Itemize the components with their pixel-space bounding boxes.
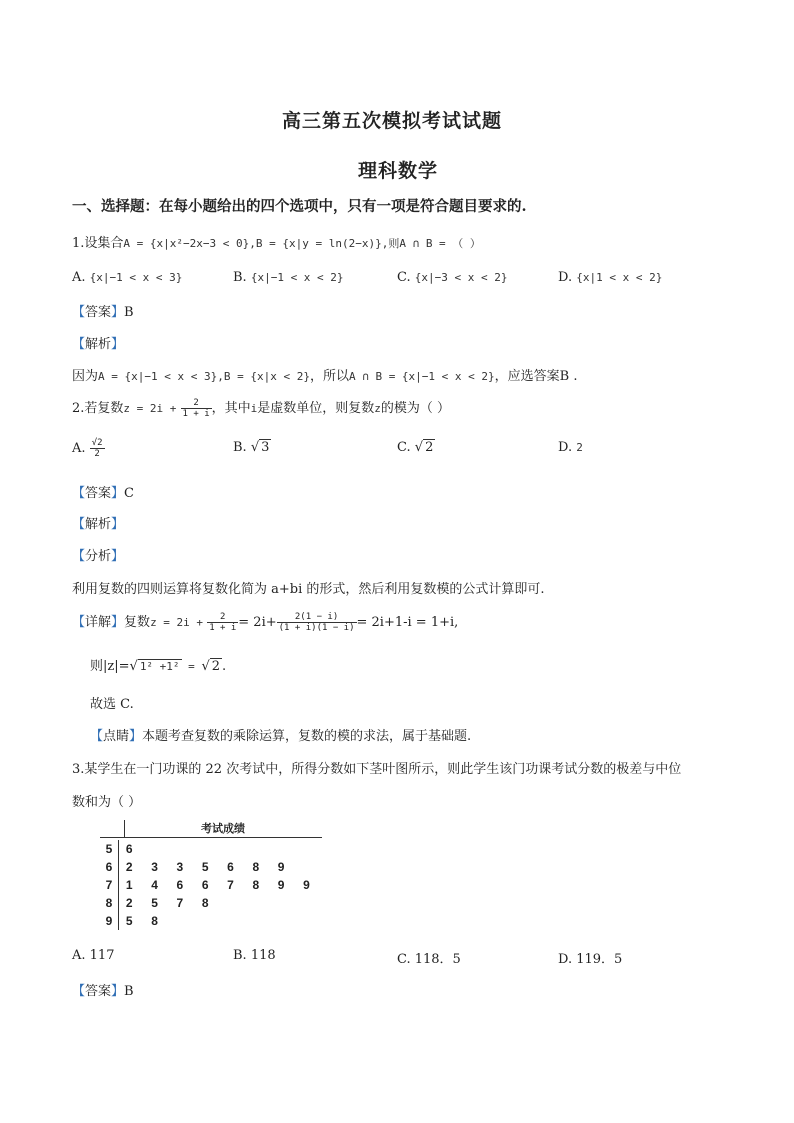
stem-leaf-title: 考试成绩 xyxy=(201,823,245,835)
q3-option-d: D. 119．5 xyxy=(558,952,623,967)
stem-row: 8 2 5 7 8 xyxy=(100,894,322,912)
stem-leaf-table xyxy=(100,840,322,930)
q1-option-a: A. {x|−1 < x < 3} xyxy=(72,270,183,285)
q2-option-a: A. $\frac{√2}{2}$ xyxy=(72,438,103,459)
q2-detail: 【详解】复数z = 2i + $\frac{2}{1 + i}$ = 2i+ $\frac{2(1 - i)}{(1 + i)(1 - i)}$ = 2i+1-i = 1+i, xyxy=(72,612,459,633)
q2-modulus: 则|z|=√ 1² +1² = √ 2 . xyxy=(90,659,227,674)
q2-option-b: B. √ 3 xyxy=(233,440,270,455)
q3-option-c: C. 118．5 xyxy=(397,952,461,967)
stem-row: 5 6 xyxy=(100,840,322,858)
q1-solution: 因为A = {x|−1 < x < 3},B = {x|x < 2}，所以A ∩ B = {x|−1 < x < 2}，应选答案B . xyxy=(72,369,578,384)
q1-option-d: D. {x|1 < x < 2} xyxy=(558,270,663,285)
q1-set-a: A = {x|x²−2x−3 < 0} xyxy=(123,237,250,250)
q2-option-c: C. √ 2 xyxy=(397,440,434,455)
question-2: 2.若复数z = 2i + $\frac{2}{1 + i}$ ，其中i是虚数单位，则复数z的模为（ ） xyxy=(72,398,451,419)
q2-fenxi-tag: 【分析】 xyxy=(72,549,125,564)
q2-option-d: D. 2 xyxy=(558,440,583,455)
q1-option-b: B. {x|−1 < x < 2} xyxy=(233,270,344,285)
q1-analysis-tag: 【解析】 xyxy=(72,337,125,352)
question-3-line2: 数和为（ ） xyxy=(72,795,142,810)
q2-dianjing: 【点睛】本题考查复数的乘除运算，复数的模的求法，属于基础题. xyxy=(90,729,472,744)
q2-fenxi-text: 利用复数的四则运算将复数化简为 a+bi 的形式，然后利用复数模的公式计算即可. xyxy=(72,582,545,597)
section-heading: 一、选择题：在每小题给出的四个选项中，只有一项是符合题目要求的. xyxy=(72,198,527,215)
q3-option-a: A. 117 xyxy=(72,948,115,963)
document-title: 高三第五次模拟考试试题 xyxy=(282,110,503,132)
q3-option-b: B. 118 xyxy=(233,948,276,963)
q2-choose: 故选 C. xyxy=(90,697,134,712)
q1-ask: ,则A ∩ B = （ ） xyxy=(381,237,481,250)
q1-option-c: C. {x|−3 < x < 2} xyxy=(397,270,508,285)
q1-answer: 【答案】B xyxy=(72,305,134,320)
stem-leaf-rule xyxy=(100,837,322,838)
stem-row: 9 5 8 xyxy=(100,912,322,930)
q3-answer: 【答案】B xyxy=(72,984,134,999)
question-1 xyxy=(72,232,481,251)
q1-prefix: 1.设集合 xyxy=(72,236,124,251)
question-3-line1: 3.某学生在一门功课的 22 次考试中，所得分数如下茎叶图所示，则此学生该门功课考试分数的极差与中位 xyxy=(72,762,682,777)
q2-fraction: $\frac{2}{1 + i}$ xyxy=(182,398,210,419)
q2-analysis-tag: 【解析】 xyxy=(72,517,125,532)
q2-answer: 【答案】C xyxy=(72,486,134,501)
stem-row: 7 1 4 6 6 7 8 9 9 xyxy=(100,876,322,894)
document-subtitle: 理科数学 xyxy=(358,160,439,182)
stem-row: 6 2 3 3 5 6 8 9 xyxy=(100,858,322,876)
q1-set-b: ,B = {x|y = ln(2−x)} xyxy=(249,237,382,250)
